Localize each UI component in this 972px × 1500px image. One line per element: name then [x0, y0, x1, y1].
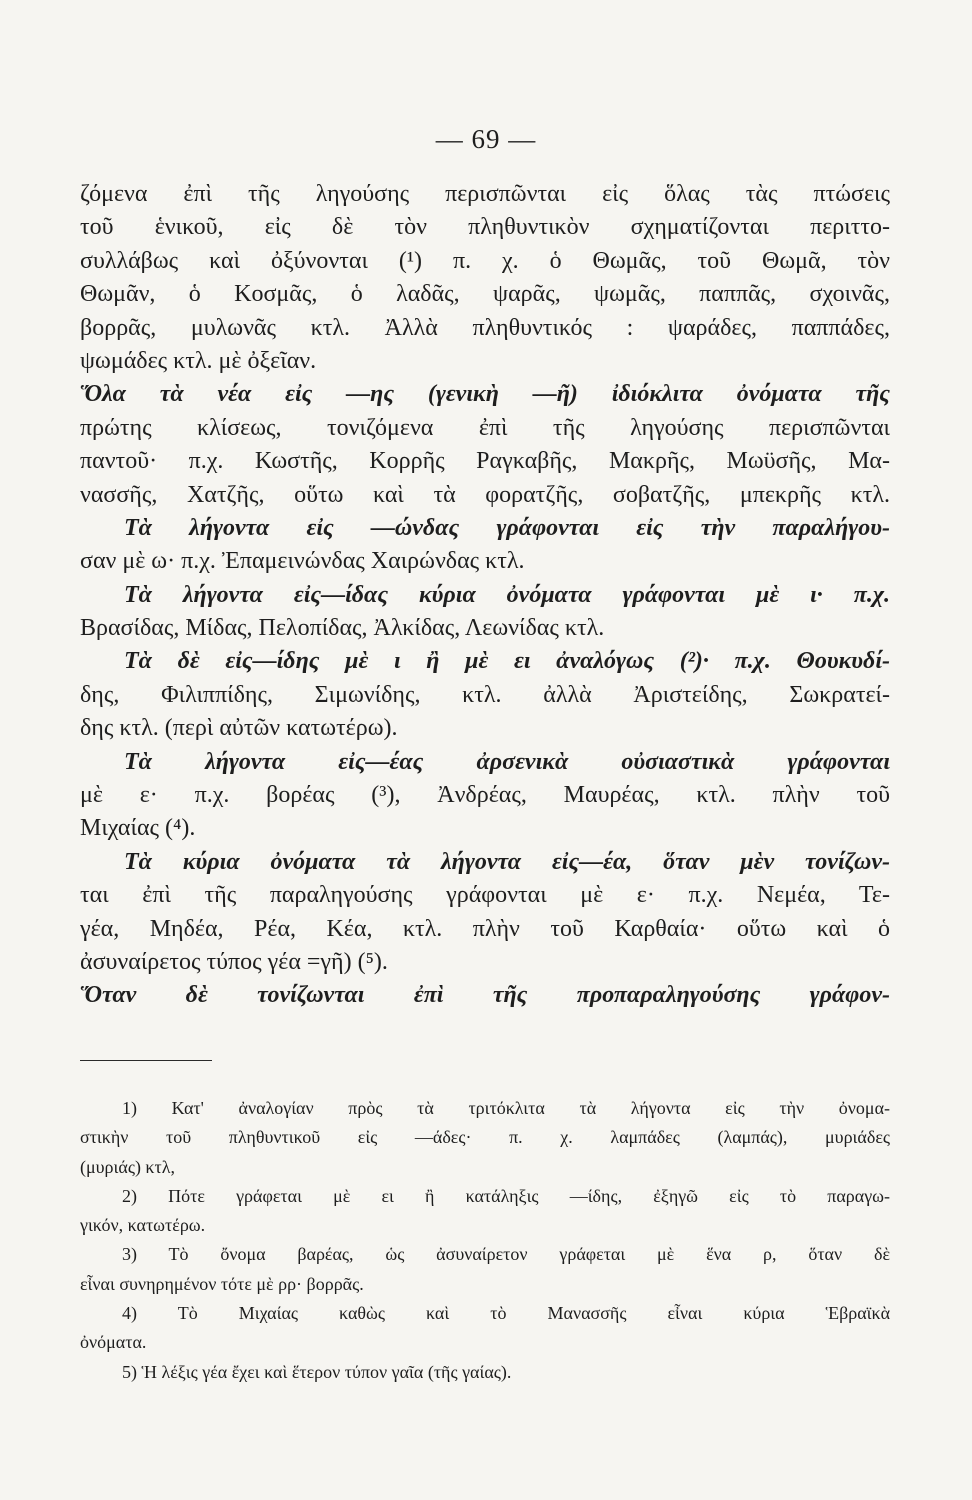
paragraph-heading: Τὰ λήγοντα εἰς—ίδας κύρια ὀνόματα γράφονται μὲ ι· π.χ. [124, 581, 890, 608]
text-line: συλλάβως καὶ ὀξύνονται (¹) π. χ. ὁ Θωμᾶς, τοῦ Θωμᾶ, τὸν [80, 247, 890, 274]
text-line: παντοῦ· π.χ. Κωστῆς, Κορρῆς Ραγκαβῆς, Μακρῆς, Μωϋσῆς, Μα- [80, 448, 890, 475]
footnote-line: 1) Κατ' ἀναλογίαν πρὸς τὰ τριτόκλιτα τὰ λήγοντα εἰς τὴν ὀνομα- [122, 1098, 890, 1118]
footnote-line: 4) Τὸ Μιχαίας καθὼς καὶ τὸ Μανασσῆς εἶναι κύρια Ἑβραϊκὰ [122, 1303, 890, 1324]
text-line: ζόμενα ἐπὶ τῆς ληγούσης περισπῶνται εἰς ὅλας τὰς πτώσεις [80, 181, 890, 207]
footnote-line: στικὴν τοῦ πληθυντικοῦ εἰς —άδες· π. χ. λαμπάδες (λαμπάς), μυριάδες [80, 1127, 890, 1148]
text-line: σαν μὲ ω· π.χ. Ἐπαμεινώνδας Χαιρώνδας κτλ. [80, 548, 525, 575]
text-line: δης κτλ. (περὶ αὐτῶν κατωτέρω). [80, 715, 398, 742]
text-line: Μιχαίας (⁴). [80, 815, 196, 842]
paragraph-heading: Τὰ δὲ εἰς—ίδης μὲ ι ἢ μὲ ει ἀναλόγως (²)· π.χ. Θουκυδί- [124, 648, 890, 675]
paragraph-heading: Τὰ λήγοντα εἰς—έας ἀρσενικὰ οὐσιαστικὰ γράφονται [124, 748, 890, 775]
text-line: δης, Φιλιππίδης, Σιμωνίδης, κτλ. ἀλλὰ Ἀριστείδης, Σωκρατεί- [80, 681, 890, 708]
text-line: βορρᾶς, μυλωνᾶς κτλ. Ἀλλὰ πληθυντικός : ψαράδες, παππάδες, [80, 314, 890, 341]
text-line: Θωμᾶν, ὁ Κοσμᾶς, ὁ λαδᾶς, ψαρᾶς, ψωμᾶς, παππᾶς, σχοινᾶς, [80, 281, 890, 308]
text-line: ται ἐπὶ τῆς παραληγούσης γράφονται μὲ ε· π.χ. Νεμέα, Τε- [80, 882, 890, 909]
footnote-line: 2) Πότε γράφεται μὲ ει ἢ κατάληξις —ίδης, ἐξηγῶ εἰς τὸ παραγω- [122, 1185, 890, 1206]
footnote-line: 5) Ἡ λέξις γέα ἔχει καὶ ἕτερον τύπον γαῖα (τῆς γαίας). [122, 1361, 512, 1382]
footnote-line: ὀνόματα. [80, 1332, 147, 1353]
text-line: Βρασίδας, Μίδας, Πελοπίδας, Ἀλκίδας, Λεωνίδας κτλ. [80, 615, 605, 642]
footnote-line: εἶναι συνηρημένον τότε μὲ ρρ· βορρᾶς. [80, 1273, 364, 1294]
text-line: ψωμάδες κτλ. μὲ ὀξεῖαν. [80, 347, 317, 374]
text-line: νασσῆς, Χατζῆς, οὕτω καὶ τὰ φορατζῆς, σοβατζῆς, μπεκρῆς κτλ. [80, 481, 890, 508]
page-number: — 69 — [435, 124, 537, 154]
text-line: ἀσυναίρετος τύπος γέα =γῆ) (⁵). [80, 948, 388, 975]
text-line: γέα, Μηδέα, Ρέα, Κέα, κτλ. πλὴν τοῦ Καρθαία· οὕτω καὶ ὁ [80, 915, 890, 942]
text-line: μὲ ε· π.χ. βορέας (³), Ἀνδρέας, Μαυρέας, κτλ. πλὴν τοῦ [80, 782, 890, 809]
footnote-line: (μυριάς) κτλ, [80, 1156, 175, 1177]
footnotes [80, 1094, 890, 1387]
text-line: τοῦ ἑνικοῦ, εἰς δὲ τὸν πληθυντικὸν σχηματίζονται περιττο- [80, 214, 890, 241]
paragraph-heading: Ὅταν δὲ τονίζωνται ἐπὶ τῆς προπαραληγούσης γράφον- [80, 982, 890, 1009]
paragraph-heading: Ὅλα τὰ νέα εἰς —ης (γενικὴ —ῆ) ἰδιόκλιτα ὀνόματα τῆς [80, 381, 890, 408]
paragraph-heading: Τὰ κύρια ὀνόματα τὰ λήγοντα εἰς—έα, ὅταν μὲν τονίζων- [124, 848, 890, 875]
paragraph-heading: Τὰ λήγοντα εἰς —ώνδας γράφονται εἰς τὴν παραλήγου- [124, 514, 890, 541]
main-text [80, 178, 890, 1013]
text-line: πρώτης κλίσεως, τονιζόμενα ἐπὶ τῆς ληγούσης περισπῶνται [80, 414, 890, 441]
footnote-line: γικόν, κατωτέρω. [80, 1215, 206, 1236]
footnote-line: 3) Τὸ ὄνομα βαρέας, ὡς ἀσυναίρετον γράφεται μὲ ἕνα ρ, ὅταν δὲ [122, 1244, 890, 1265]
footnote-divider [80, 1060, 212, 1061]
